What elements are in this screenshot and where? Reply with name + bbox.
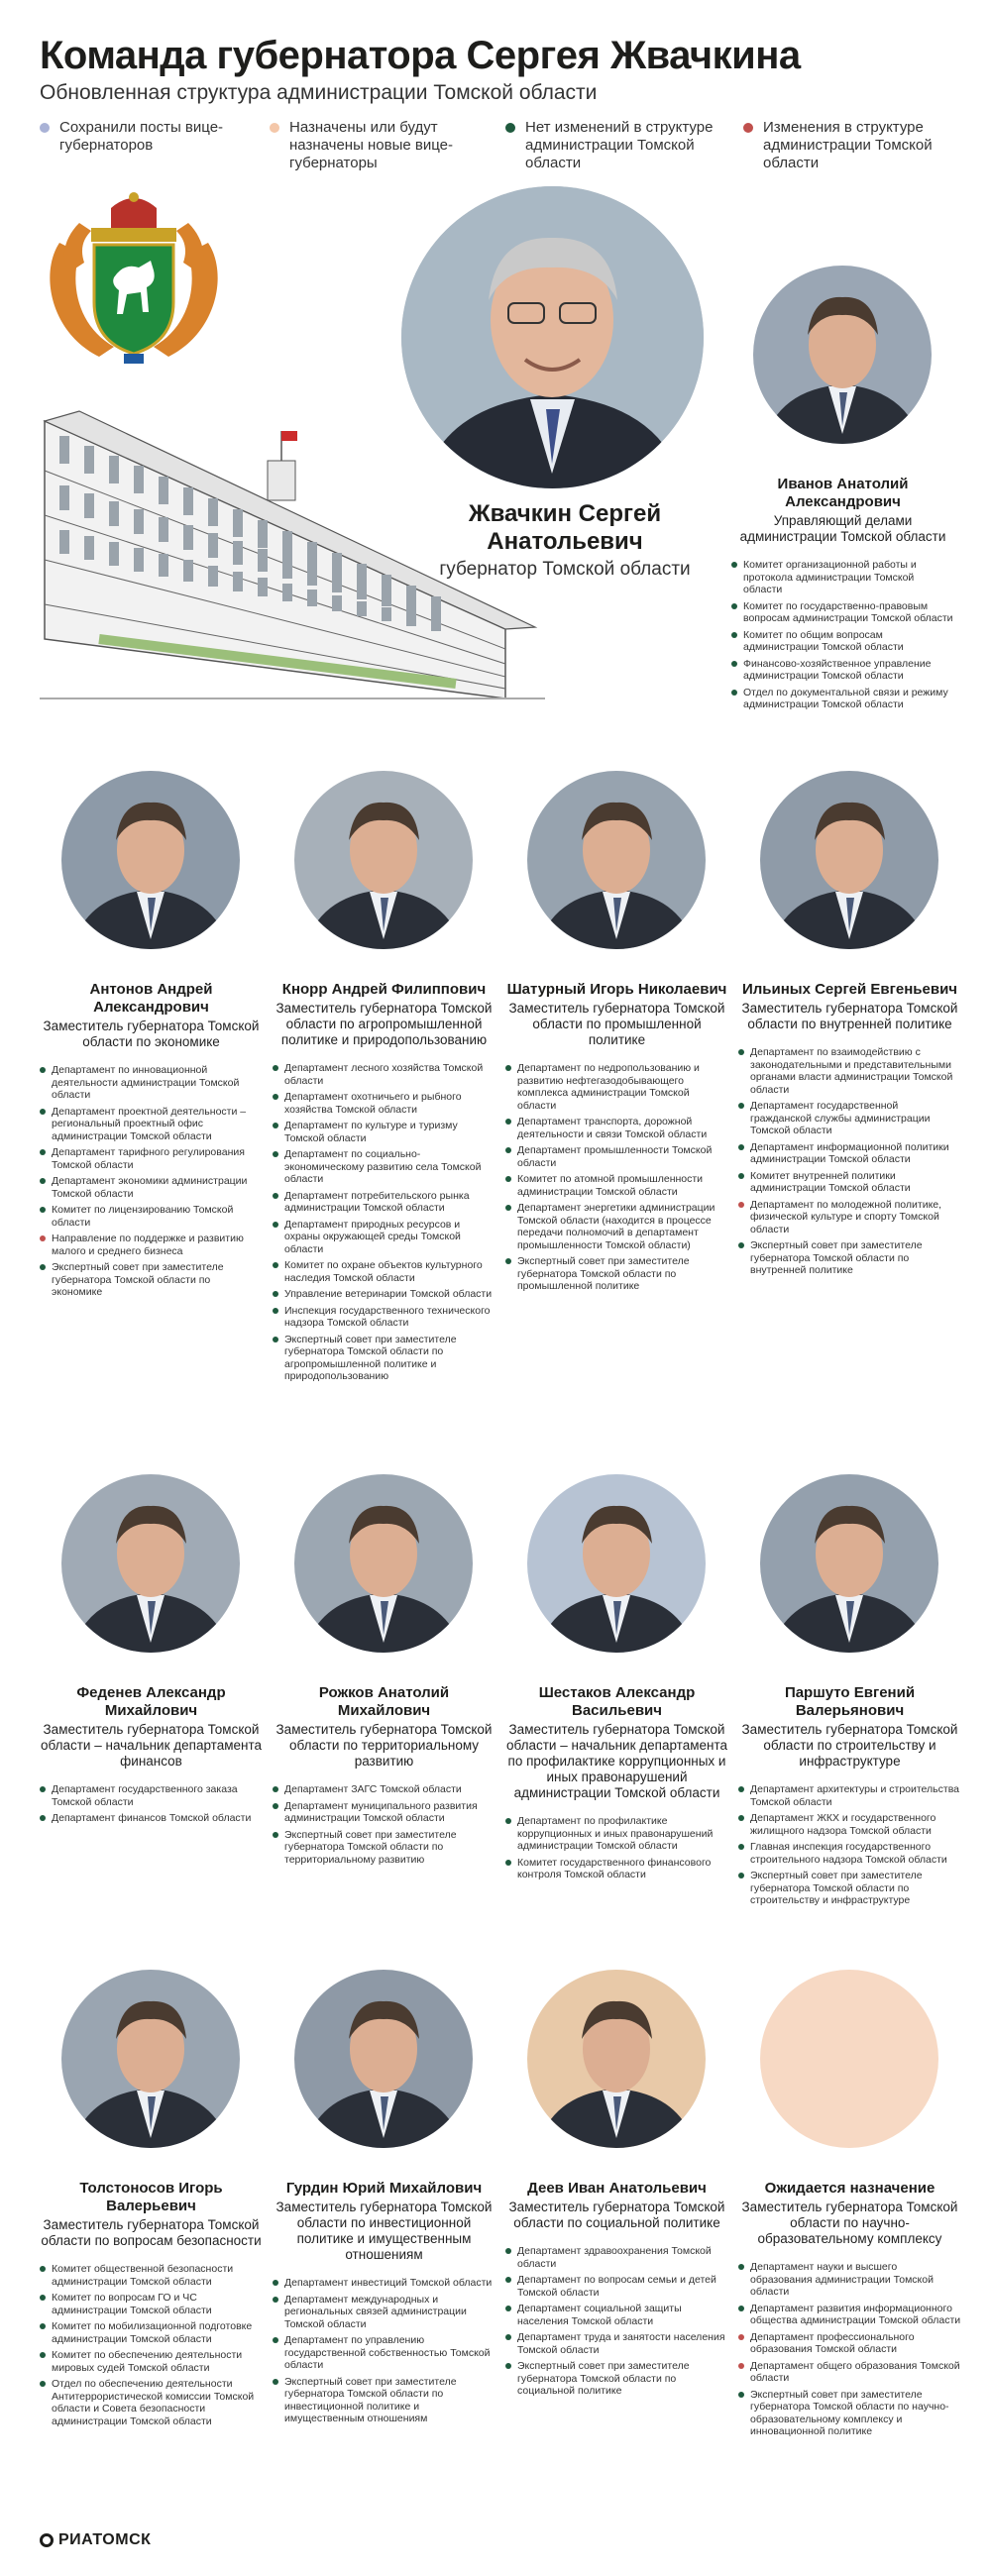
department-item: Департамент по инновационной деятельности администрации Томской области: [40, 1064, 263, 1102]
person-photo: [294, 1474, 473, 1653]
department-item: Экспертный совет при заместителе губернатора Томской области по внутренней политике: [738, 1239, 961, 1277]
department-item: Департамент промышленности Томской области: [505, 1144, 728, 1169]
person-photo: [61, 1474, 240, 1653]
department-item: Департамент энергетики администрации Томской области (находится в процессе передачи полномочий в департамент промышленности Томской области): [505, 1202, 728, 1251]
portrait-icon: [753, 266, 932, 444]
department-item: Экспертный совет при заместителе губернатора Томской области по промышленной политике: [505, 1255, 728, 1293]
ria-tomsk-logo: [40, 2531, 151, 2549]
department-item: Финансово-хозяйственное управление администрации Томской области: [731, 658, 954, 683]
portrait-icon: [61, 1474, 240, 1653]
department-item: Департамент по профилактике коррупционных и иных правонарушений администрации Томской области: [505, 1815, 728, 1853]
person-card: [738, 771, 961, 1281]
person-name: Шестаков Александр Васильевич: [538, 1684, 696, 1719]
department-item: Департамент по вопросам семьи и детей Томской области: [505, 2274, 728, 2299]
logo-mark-icon: [40, 2533, 54, 2547]
department-list: [273, 1062, 496, 1383]
department-list: [273, 1783, 496, 1866]
tomsk-coat-of-arms-icon: [40, 183, 228, 367]
person-role: Заместитель губернатора Томской области – начальник департамента по профилактике коррупционных и иных правонарушений администрации Томской области: [505, 1722, 727, 1800]
department-item: Департамент тарифного регулирования Томской области: [40, 1146, 263, 1171]
department-item: Департамент финансов Томской области: [40, 1812, 263, 1825]
legend-item-new: [270, 119, 468, 172]
department-list: [738, 2261, 961, 2438]
department-item: Департамент по молодежной политике, физической культуре и спорту Томской области: [738, 1199, 961, 1236]
legend-label: Сохранили посты вице-губернаторов: [59, 119, 224, 154]
person-photo: [527, 1970, 706, 2148]
person-photo: [753, 266, 932, 444]
person-role: Заместитель губернатора Томской области по научно-образовательному комплексу: [741, 2200, 958, 2246]
department-item: Департамент по социально-экономическому развитию села Томской области: [273, 1148, 496, 1186]
person-name: Толстоносов Игорь Валерьевич: [79, 2180, 223, 2214]
department-item: Инспекция государственного технического надзора Томской области: [273, 1305, 496, 1330]
department-item: Комитет общественной безопасности администрации Томской области: [40, 2263, 263, 2288]
department-item: Комитет по общим вопросам администрации Томской области: [731, 629, 954, 654]
portrait-icon: [61, 771, 240, 949]
department-item: Комитет по лицензированию Томской области: [40, 1204, 263, 1229]
portrait-icon: [294, 1474, 473, 1653]
department-item: Управление ветеринарии Томской области: [273, 1288, 496, 1301]
department-item: Департамент социальной защиты населения Томской области: [505, 2303, 728, 2327]
department-item: Департамент по управлению государственной собственностью Томской области: [273, 2334, 496, 2372]
department-item: Департамент по культуре и туризму Томской области: [273, 1120, 496, 1144]
department-item: Департамент природных ресурсов и охраны окружающей среды Томской области: [273, 1219, 496, 1256]
person-photo: [527, 1474, 706, 1653]
department-item: Департамент транспорта, дорожной деятельности и связи Томской области: [505, 1116, 728, 1140]
person-card: [738, 1474, 961, 1911]
department-list: [40, 1783, 263, 1825]
portrait-icon: [527, 1474, 706, 1653]
legend-item-no-change: [505, 119, 733, 172]
department-item: Департамент государственной гражданской службы администрации Томской области: [738, 1100, 961, 1137]
person-name: Паршуто Евгений Валерьянович: [784, 1684, 916, 1719]
department-item: Департамент проектной деятельности – региональный проектный офис администрации Томской области: [40, 1106, 263, 1143]
legend-dot: [40, 123, 50, 133]
person-card: [273, 1970, 496, 2429]
legend-dot: [270, 123, 279, 133]
person-photo: [61, 1970, 240, 2148]
page-subtitle: Обновленная структура администрации Томской области: [40, 81, 598, 104]
person-card: [273, 771, 496, 1387]
department-item: Комитет по вопросам ГО и ЧС администрации Томской области: [40, 2292, 263, 2316]
legend-label: Нет изменений в структуре администрации Томской области: [525, 119, 714, 171]
department-item: Комитет внутренней политики администрации Томской области: [738, 1170, 961, 1195]
department-item: Департамент науки и высшего образования администрации Томской области: [738, 2261, 961, 2299]
portrait-icon: [61, 1970, 240, 2148]
person-name: Деев Иван Анатольевич: [527, 2180, 707, 2197]
portrait-icon: [294, 1970, 473, 2148]
logo-text: РИАТОМСК: [58, 2531, 152, 2548]
department-item: Экспертный совет при заместителе губернатора Томской области по социальной политике: [505, 2360, 728, 2398]
department-list: [40, 2263, 263, 2427]
legend-item-changed: [743, 119, 956, 172]
department-item: Департамент лесного хозяйства Томской области: [273, 1062, 496, 1087]
department-item: Департамент развития информационного общества администрации Томской области: [738, 2303, 961, 2327]
person-photo: [294, 771, 473, 949]
department-item: Департамент по взаимодействию с законодательными и представительными органами власти администрации Томской области: [738, 1046, 961, 1096]
department-item: Департамент общего образования Томской области: [738, 2360, 961, 2385]
department-item: Департамент международных и региональных связей администрации Томской области: [273, 2294, 496, 2331]
person-role: Заместитель губернатора Томской области по агропромышленной политике и природопользованию: [275, 1001, 493, 1047]
governor-photo: [401, 186, 704, 488]
department-list: [40, 1064, 263, 1299]
person-card: [40, 771, 263, 1303]
department-list: [273, 2277, 496, 2425]
governor-name: Жвачкин Сергей Анатольевич: [468, 500, 662, 555]
person-name: Рожков Анатолий Михайлович: [318, 1684, 450, 1719]
vacant-photo-placeholder: [760, 1970, 938, 2148]
department-item: Департамент государственного заказа Томской области: [40, 1783, 263, 1808]
person-role: Заместитель губернатора Томской области по социальной политике: [508, 2200, 725, 2230]
department-item: Экспертный совет при заместителе губернатора Томской области по строительству и инфраструктуре: [738, 1870, 961, 1907]
person-role: Заместитель губернатора Томской области по промышленной политике: [508, 1001, 725, 1047]
legend-dot: [743, 123, 753, 133]
department-item: Комитет по обеспечению деятельности мировых судей Томской области: [40, 2349, 263, 2374]
person-name: Антонов Андрей Александрович: [89, 981, 213, 1016]
department-item: Департамент охотничьего и рыбного хозяйства Томской области: [273, 1091, 496, 1116]
person-photo: [760, 1474, 938, 1653]
department-item: Экспертный совет при заместителе губернатора Томской области по экономике: [40, 1261, 263, 1299]
person-role: Заместитель губернатора Томской области по вопросам безопасности: [41, 2217, 262, 2248]
person-name: Шатурный Игорь Николаевич: [506, 981, 727, 998]
department-item: Департамент профессионального образования Томской области: [738, 2331, 961, 2356]
person-card: [273, 1474, 496, 1870]
department-item: Главная инспекция государственного строительного надзора Томской области: [738, 1841, 961, 1866]
department-list: [731, 559, 954, 711]
department-item: Департамент ЖКХ и государственного жилищного надзора Томской области: [738, 1812, 961, 1837]
department-list: [738, 1046, 961, 1277]
person-name: Иванов Анатолий Александрович: [777, 476, 909, 510]
person-card: [505, 1474, 728, 1885]
legend-label: Назначены или будут назначены новые вице-губернаторы: [289, 119, 454, 171]
portrait-icon: [294, 771, 473, 949]
person-role: Заместитель губернатора Томской области по внутренней политике: [741, 1001, 958, 1031]
department-item: Департамент архитектуры и строительства Томской области: [738, 1783, 961, 1808]
portrait-icon: [401, 186, 704, 488]
portrait-icon: [527, 1970, 706, 2148]
department-item: Направление по поддержке и развитию малого и среднего бизнеса: [40, 1233, 263, 1257]
department-item: Департамент ЗАГС Томской области: [273, 1783, 496, 1796]
person-role: Заместитель губернатора Томской области по территориальному развитию: [275, 1722, 493, 1769]
department-item: Отдел по обеспечению деятельности Антитеррористической комиссии Томской области и Совета безопасности администрации Томской области: [40, 2378, 263, 2427]
department-item: Департамент по недропользованию и развитию нефтегазодобывающего комплекса администрации Томской области: [505, 1062, 728, 1112]
department-item: Комитет по государственно-правовым вопросам администрации Томской области: [731, 600, 954, 625]
person-card: [731, 266, 954, 715]
department-item: Экспертный совет при заместителе губернатора Томской области по территориальному развитию: [273, 1829, 496, 1867]
person-card: [40, 1970, 263, 2431]
person-card: [505, 771, 728, 1297]
person-photo: [527, 771, 706, 949]
department-item: Департамент потребительского рынка администрации Томской области: [273, 1190, 496, 1215]
person-role: Заместитель губернатора Томской области по инвестиционной политике и имущественным отношениям: [275, 2200, 493, 2262]
department-item: Комитет организационной работы и протокола администрации Томской области: [731, 559, 954, 596]
person-name: Ильиных Сергей Евгеньевич: [741, 981, 958, 998]
person-name: Кнорр Андрей Филиппович: [281, 981, 487, 998]
department-list: [505, 1815, 728, 1881]
legend-item-kept: [40, 119, 243, 155]
person-card: [738, 1970, 961, 2442]
governor-role: губернатор Томской области: [439, 559, 691, 580]
person-card: [40, 1474, 263, 1829]
department-item: Департамент здравоохранения Томской области: [505, 2245, 728, 2270]
portrait-icon: [760, 771, 938, 949]
department-list: [738, 1783, 961, 1907]
page-title: Команда губернатора Сергея Жвачкина: [40, 34, 801, 77]
department-list: [505, 2245, 728, 2398]
department-item: Департамент муниципального развития администрации Томской области: [273, 1800, 496, 1825]
department-item: Комитет по охране объектов культурного наследия Томской области: [273, 1259, 496, 1284]
portrait-icon: [527, 771, 706, 949]
person-name: Гурдин Юрий Михайлович: [285, 2180, 483, 2197]
person-role: Заместитель губернатора Томской области – начальник департамента финансов: [40, 1722, 262, 1769]
person-role: Управляющий делами администрации Томской области: [739, 513, 946, 544]
department-item: Комитет по мобилизационной подготовке администрации Томской области: [40, 2320, 263, 2345]
person-photo: [760, 771, 938, 949]
legend-label: Изменения в структуре администрации Томской области: [763, 119, 933, 171]
department-item: Экспертный совет при заместителе губернатора Томской области по научно-образовательному комплексу и инновационной политике: [738, 2389, 961, 2438]
department-item: Комитет по атомной промышленности администрации Томской области: [505, 1173, 728, 1198]
department-item: Комитет государственного финансового контроля Томской области: [505, 1857, 728, 1881]
department-item: Департамент информационной политики администрации Томской области: [738, 1141, 961, 1166]
department-item: Экспертный совет при заместителе губернатора Томской области по инвестиционной политике и имущественным отношениям: [273, 2376, 496, 2425]
department-item: Департамент труда и занятости населения Томской области: [505, 2331, 728, 2356]
legend-dot: [505, 123, 515, 133]
person-photo: [61, 771, 240, 949]
department-item: Отдел по документальной связи и режиму администрации Томской области: [731, 687, 954, 711]
portrait-icon: [760, 1474, 938, 1653]
person-role: Заместитель губернатора Томской области по экономике: [43, 1019, 260, 1049]
person-photo: [294, 1970, 473, 2148]
person-card: [505, 1970, 728, 2402]
department-list: [505, 1062, 728, 1293]
department-item: Департамент инвестиций Томской области: [273, 2277, 496, 2290]
person-name: Феденев Александр Михайлович: [76, 1684, 226, 1719]
person-name: Ожидается назначение: [764, 2180, 936, 2197]
department-item: Экспертный совет при заместителе губернатора Томской области по агропромышленной политике и природопользованию: [273, 1334, 496, 1383]
person-role: Заместитель губернатора Томской области по строительству и инфраструктуре: [741, 1722, 958, 1769]
department-item: Департамент экономики администрации Томской области: [40, 1175, 263, 1200]
